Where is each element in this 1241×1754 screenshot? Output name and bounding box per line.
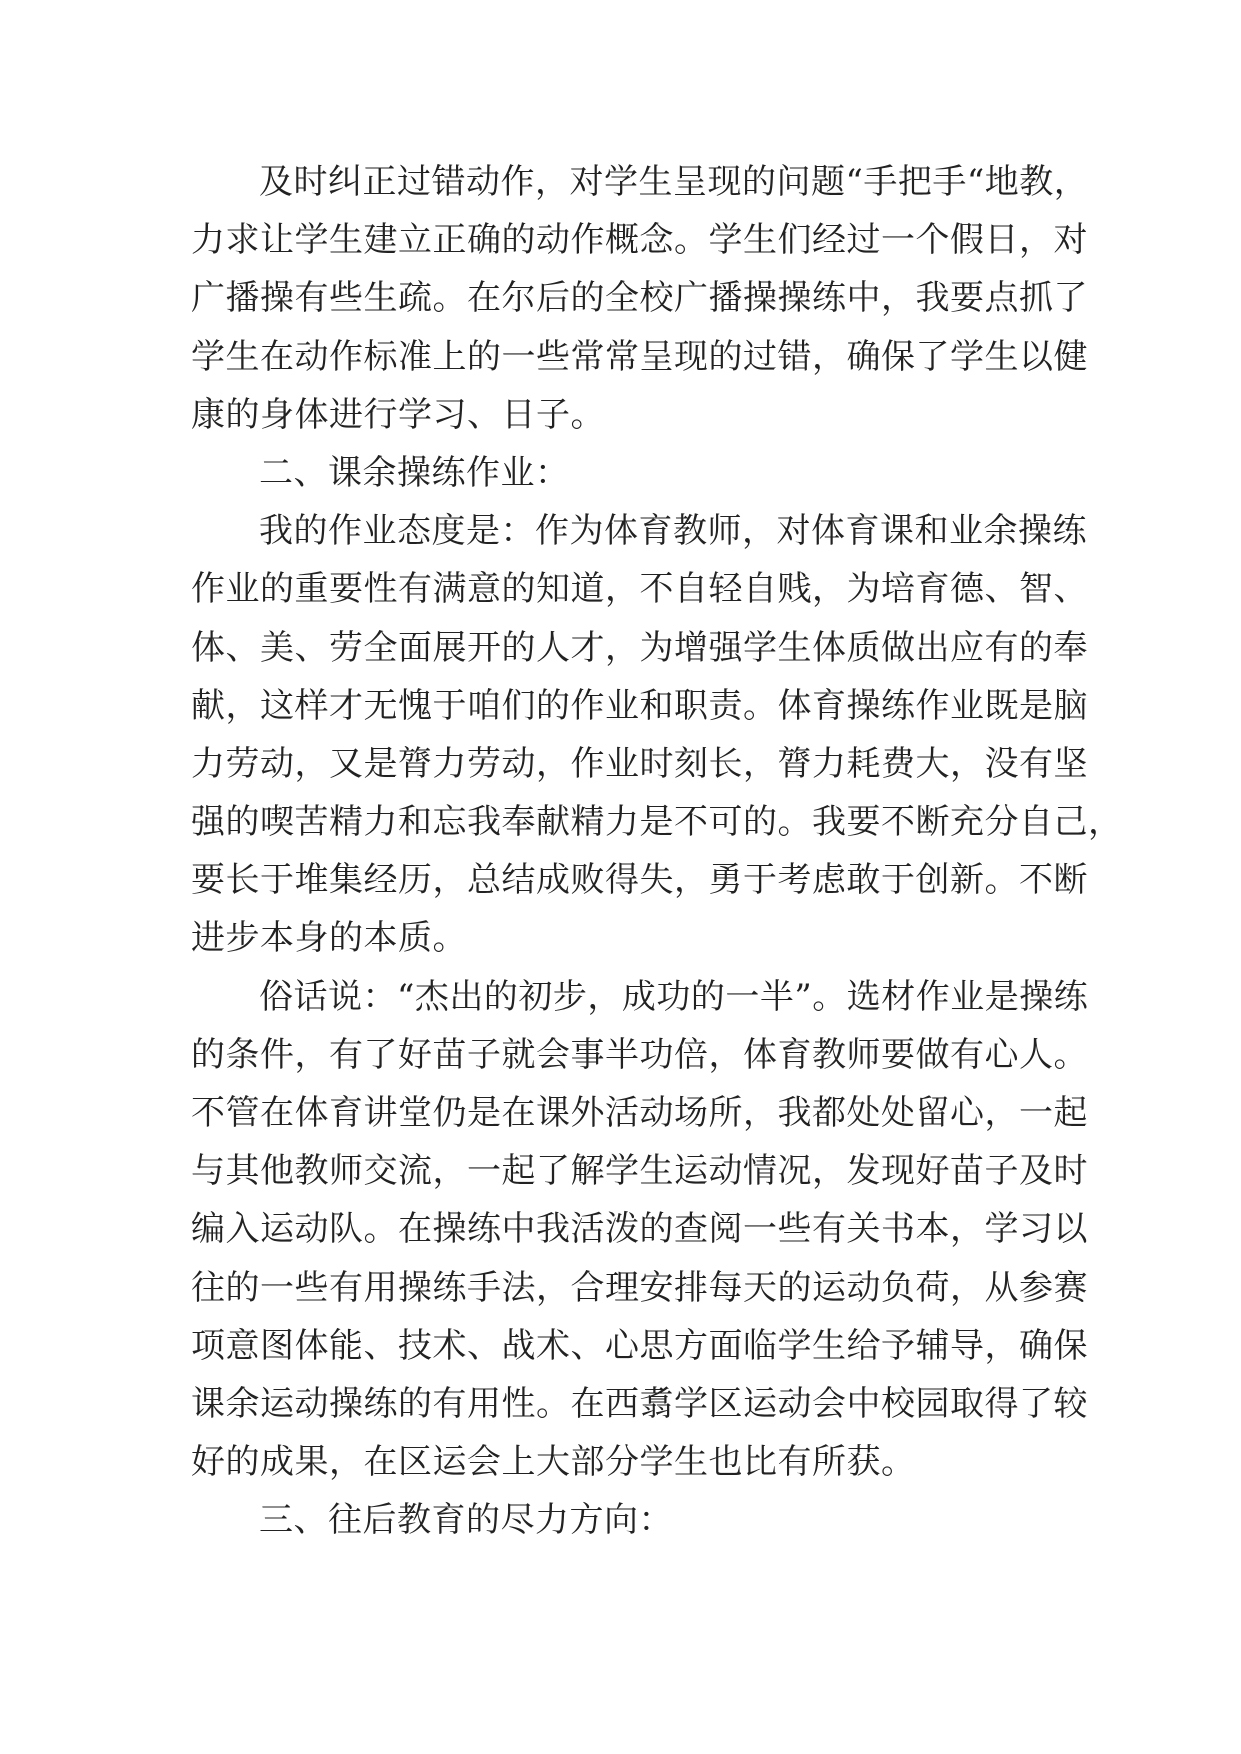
- text-line: 我的作业态度是：作为体育教师，对体育课和业余操练: [259, 511, 1087, 552]
- text-line: 编入运动队。在操练中我活泼的查阅一些有关书本，学习以: [191, 1209, 1088, 1250]
- text-line: 课余运动操练的有用性。在西翥学区运动会中校园取得了较: [191, 1383, 1088, 1424]
- text-line: 俗话说：“杰出的初步，成功的一半”。选材作业是操练: [259, 976, 1089, 1017]
- text-line: 强的喫苦精力和忘我奉献精力是不可的。我要不断充分自己，: [191, 802, 1123, 843]
- text-line: 及时纠正过错动作，对学生呈现的问题“手把手“地教，: [259, 162, 1089, 202]
- text-line: 力劳动，又是膂力劳动，作业时刻长，膂力耗费大，没有坚: [191, 743, 1088, 784]
- text-line: 好的成果，在区运会上大部分学生也比有所获。: [191, 1442, 916, 1483]
- text-line: 学生在动作标准上的一些常常呈现的过错，确保了学生以健: [191, 336, 1088, 377]
- text-line: 献，这样才无愧于咱们的作业和职责。体育操练作业既是脑: [191, 685, 1088, 726]
- body-text: [191, 153, 1123, 1550]
- text-line: 广播操有些生疏。在尔后的全校广播操操练中，我要点抓了: [191, 278, 1088, 319]
- text-line: 不管在体育讲堂仍是在课外活动场所，我都处处留心，一起: [191, 1093, 1088, 1133]
- section-heading: 三、往后教育的尽力方向：: [259, 1500, 673, 1541]
- section-heading: 二、课余操练作业：: [259, 452, 570, 493]
- text-line: 作业的重要性有满意的知道，不自轻自贱，为培育德、智、: [191, 569, 1088, 610]
- text-line: 体、美、劳全面展开的人才，为增强学生体质做出应有的奉: [191, 627, 1088, 668]
- text-line: 与其他教师交流，一起了解学生运动情况，发现好苗子及时: [191, 1151, 1088, 1192]
- text-line: 康的身体进行学习、日子。: [191, 394, 605, 435]
- text-line: 力求让学生建立正确的动作概念。学生们经过一个假日，对: [191, 220, 1088, 261]
- text-line: 要长于堆集经历，总结成败得失，勇于考虑敢于创新。不断: [191, 860, 1088, 901]
- text-line: 进步本身的本质。: [191, 918, 467, 959]
- text-line: 往的一些有用操练手法，合理安排每天的运动负荷，从参赛: [191, 1267, 1088, 1308]
- text-line: 的条件，有了好苗子就会事半功倍，体育教师要做有心人。: [191, 1034, 1088, 1075]
- text-line: 项意图体能、技术、战术、心思方面临学生给予辅导，确保: [191, 1325, 1088, 1366]
